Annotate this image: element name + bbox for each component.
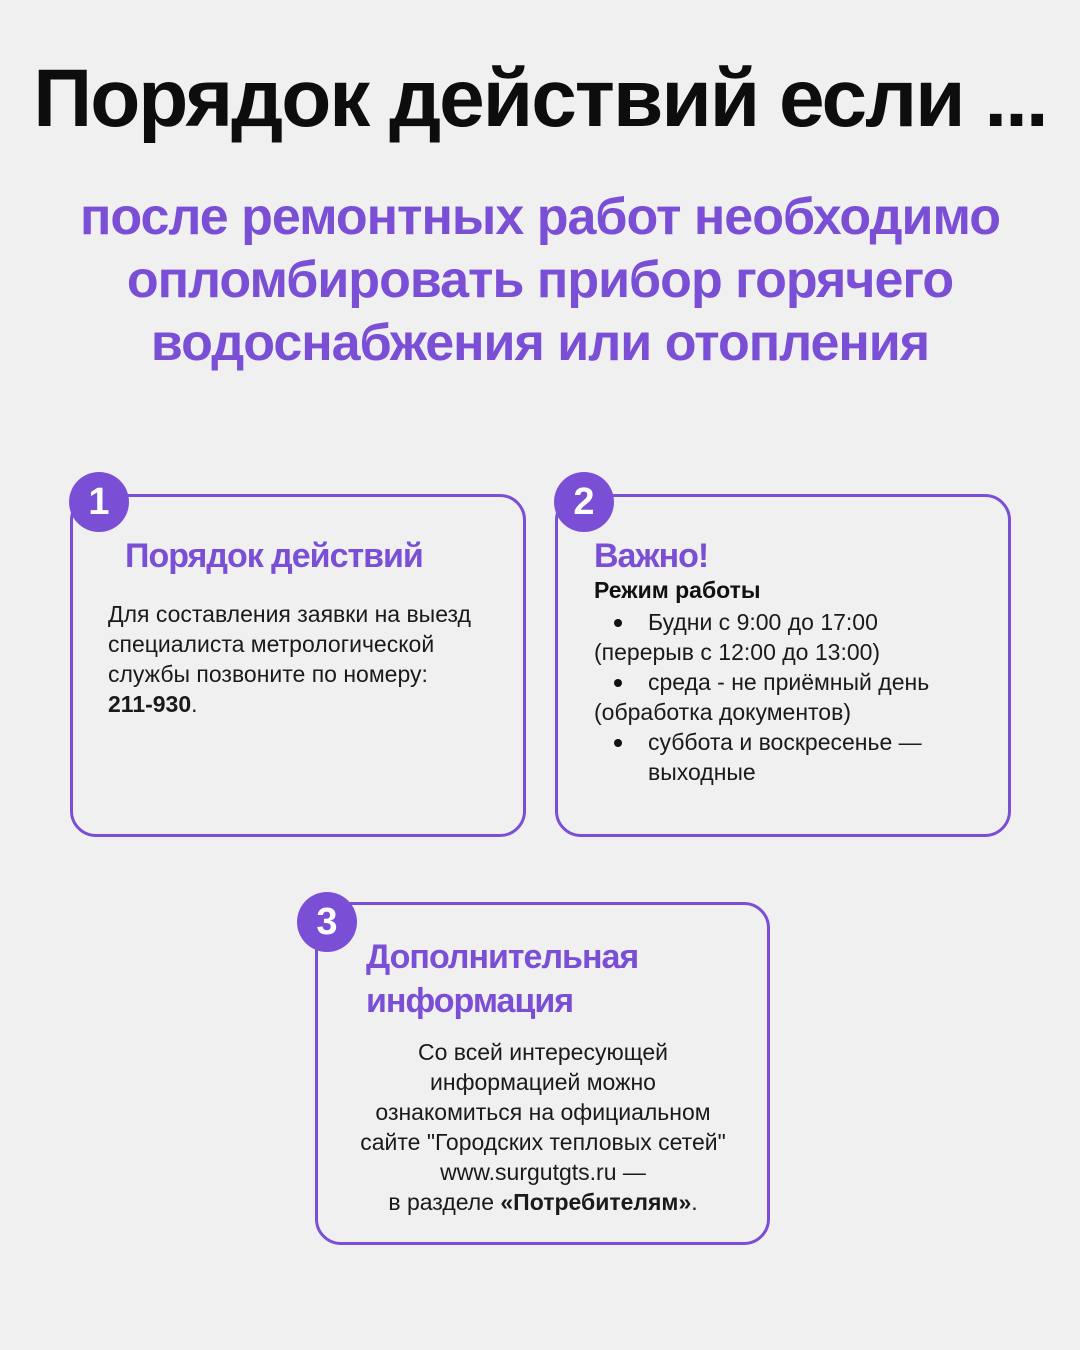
schedule-list xyxy=(594,607,1004,787)
website-link[interactable]: www.surgutgts.ru — xyxy=(440,1159,646,1185)
card-heading: Важно! xyxy=(594,537,709,575)
section-name: «Потребителям» xyxy=(500,1189,692,1215)
list-item-continuation: (обработка документов) xyxy=(594,699,851,725)
subtitle-line: водоснабжения или отопления xyxy=(150,314,930,372)
phone-number: 211-930 xyxy=(108,691,192,717)
page-subtitle xyxy=(0,186,1080,375)
card-additional-info xyxy=(315,902,770,1245)
card-procedure xyxy=(70,494,526,837)
section-suffix: . xyxy=(691,1189,698,1215)
subtitle-line: после ремонтных работ необходимо xyxy=(79,188,1001,246)
card-text-line: Со всей интересующей xyxy=(417,1039,669,1065)
section-prefix: в разделе xyxy=(388,1189,501,1215)
card-text-line: сайте "Городских тепловых сетей" xyxy=(360,1129,726,1155)
list-item: Будни с 9:00 до 17:00 xyxy=(594,607,1004,637)
step-number-badge: 2 xyxy=(554,472,614,532)
list-item-continuation: (перерыв с 12:00 до 13:00) xyxy=(594,639,881,665)
list-item: среда - не приёмный день xyxy=(594,667,1004,697)
card-text-line xyxy=(318,1187,768,1217)
card-text-line: Для составления заявки на выезд xyxy=(108,601,471,627)
phone-suffix: . xyxy=(191,691,198,717)
card-heading: Порядок действий xyxy=(125,537,423,575)
page-title: Порядок действий если ... xyxy=(33,53,1047,144)
list-item: суббота и воскресенье — xyxy=(594,727,1004,757)
card-body xyxy=(108,599,508,719)
card-heading-line: информация xyxy=(366,982,574,1020)
list-item-continuation: выходные xyxy=(648,759,756,785)
card-text-line: информацией можно xyxy=(430,1069,656,1095)
card-heading-line: Дополнительная xyxy=(366,938,639,976)
step-number-badge: 1 xyxy=(69,472,129,532)
subtitle-line: опломбировать прибор горячего xyxy=(126,251,954,309)
card-body xyxy=(318,1037,768,1217)
card-important xyxy=(555,494,1011,837)
step-number-badge: 3 xyxy=(297,892,357,952)
card-text-line: специалиста метрологической xyxy=(108,631,435,657)
phone-line xyxy=(108,689,508,719)
card-heading xyxy=(366,935,638,1023)
work-schedule-title: Режим работы xyxy=(594,577,761,603)
card-text-line: службы позвоните по номеру: xyxy=(108,661,428,687)
card-text-line: ознакомиться на официальном xyxy=(375,1099,711,1125)
